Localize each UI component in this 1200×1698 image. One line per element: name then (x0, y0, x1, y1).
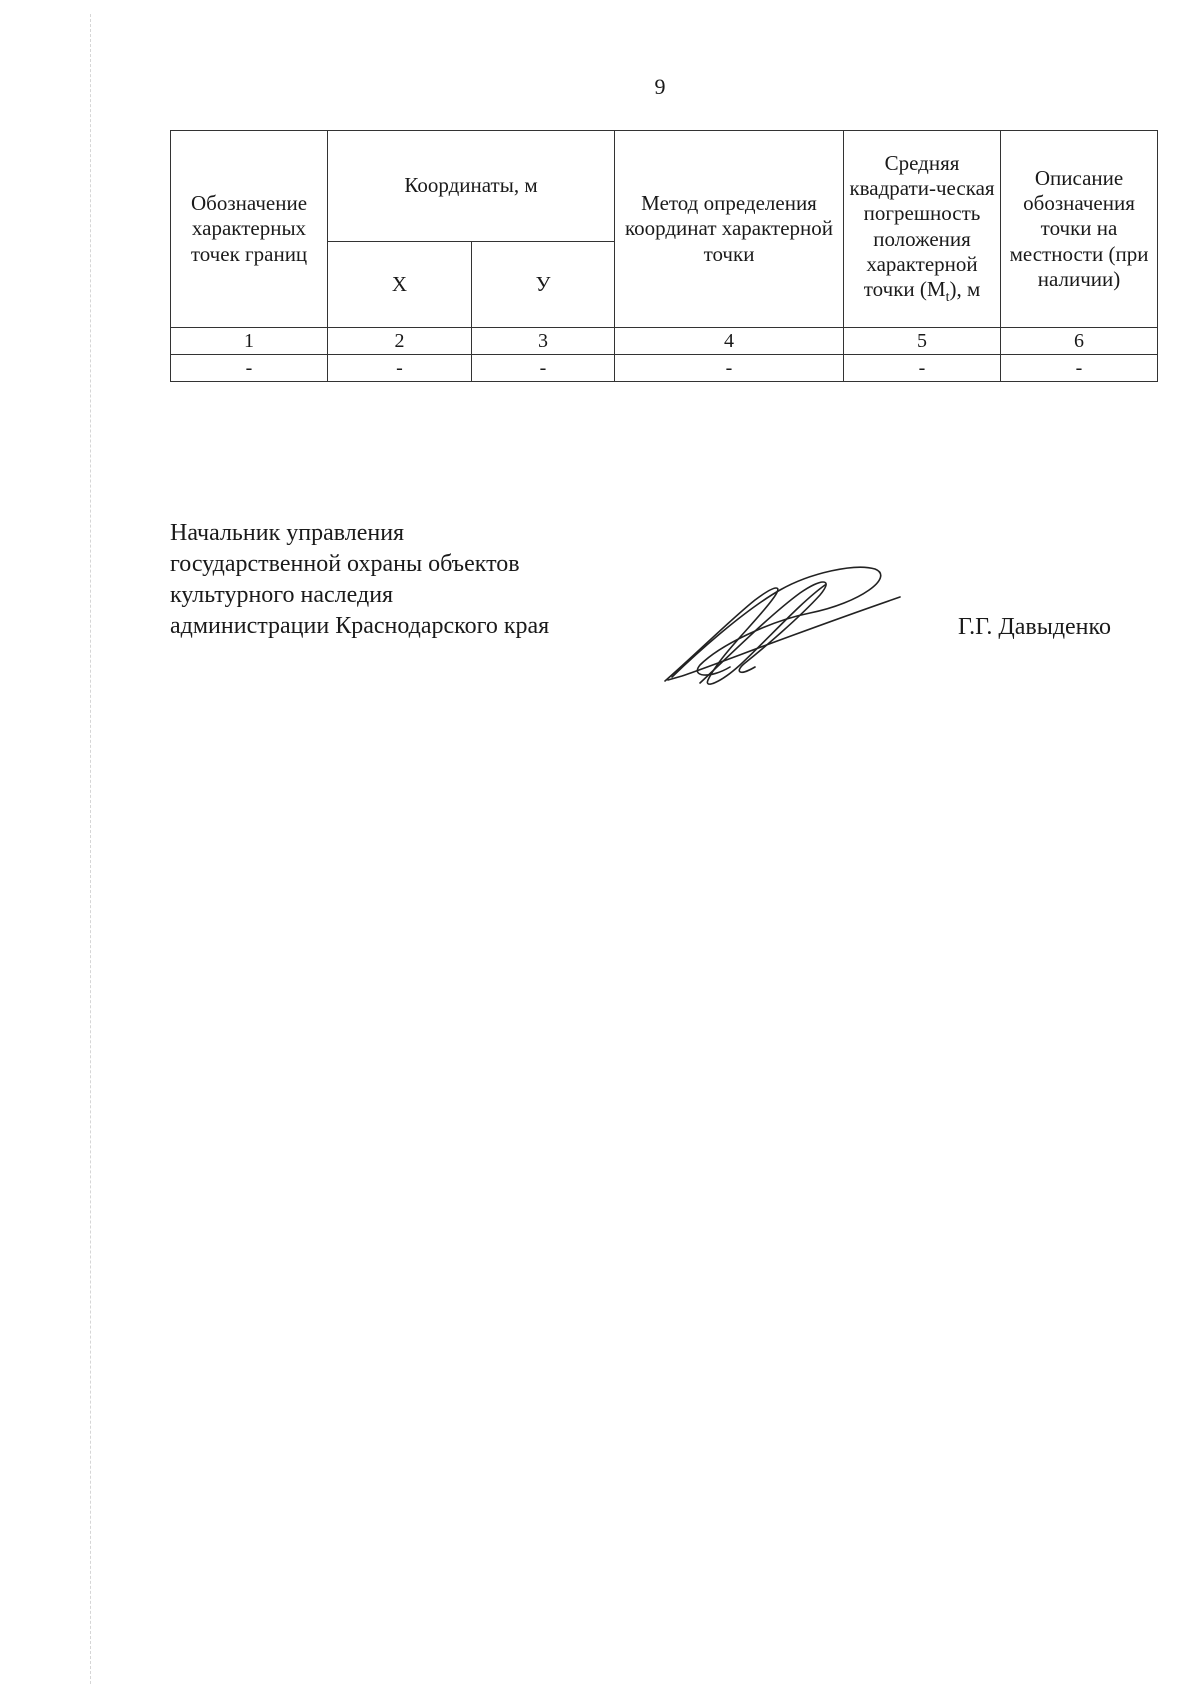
table-cell: - (615, 355, 844, 382)
page-edge-line (90, 14, 91, 1684)
column-number: 4 (615, 328, 844, 355)
header-error-main: Средняя квадрати-ческая погрешность положения характерной точки (M (849, 151, 995, 301)
table-cell: - (171, 355, 328, 382)
column-number: 5 (844, 328, 1001, 355)
table-row (171, 355, 1158, 382)
coordinates-table (170, 130, 1158, 382)
handwritten-signature (660, 555, 910, 695)
header-x: Х (328, 242, 472, 328)
column-number: 3 (472, 328, 615, 355)
header-error (844, 131, 1001, 328)
page-number: 9 (654, 74, 666, 99)
column-number: 2 (328, 328, 472, 355)
header-coordinates: Координаты, м (328, 131, 615, 242)
column-number: 1 (171, 328, 328, 355)
header-y: У (472, 242, 615, 328)
signer-title-line: государственной охраны объектов (170, 551, 520, 577)
column-number-row (171, 328, 1158, 355)
header-method: Метод определения координат характерной точки (615, 131, 844, 328)
table-cell: - (844, 355, 1001, 382)
table-cell: - (472, 355, 615, 382)
signer-title-line: культурного наследия (170, 582, 394, 608)
table-cell: - (1001, 355, 1158, 382)
header-error-unit: ), м (949, 276, 981, 301)
signer-title (170, 518, 549, 642)
table-cell: - (328, 355, 472, 382)
signer-title-line: администрации Краснодарского края (170, 613, 550, 639)
header-error-subscript: t (945, 290, 950, 306)
signer-name: Г.Г. Давыденко (958, 614, 1111, 640)
column-number: 6 (1001, 328, 1158, 355)
header-designation: Обозначение характерных точек границ (171, 131, 328, 328)
header-description: Описание обозначения точки на местности (при наличии) (1001, 131, 1158, 328)
signer-title-line: Начальник управления (170, 520, 405, 546)
